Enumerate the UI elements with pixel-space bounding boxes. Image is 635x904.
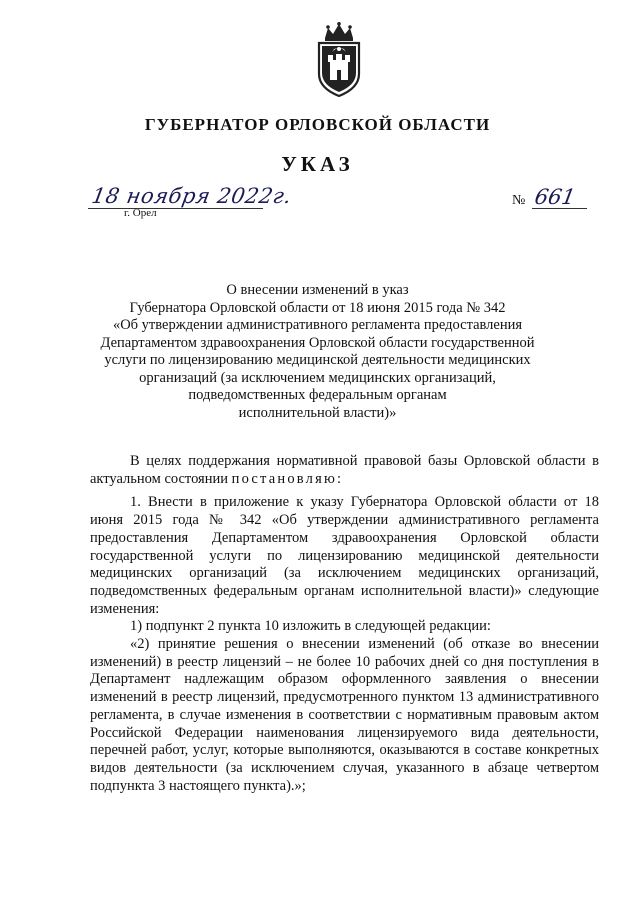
title-line: «Об утверждении административного регламента предоставления: [112, 317, 523, 333]
preamble-end: :: [336, 470, 342, 487]
decree-title: [60, 282, 575, 422]
date-underline: [88, 208, 263, 209]
item-1-paragraph: 1. Внести в приложение к указу Губернатора Орловской области от 18 июня 2015 года № 342 «Об утверждении административного регламента предоставления Департаментом здравоохранения Орловской области государственной услуги по лицензированию медицинской деятельности медицинских организаций (за исключением медицинских организаций, подведомственных федеральным органам исполнительной власти)» следующие изменения:: [90, 494, 599, 617]
preamble-text: В целях поддержания нормативной правовой базы Орловской области в актуальном состоянии: [90, 453, 599, 487]
title-line: О внесении изменений в указ: [226, 282, 409, 298]
title-line: исполнительной власти)»: [238, 404, 397, 421]
title-line: услуги по лицензированию медицинской деятельности медицинских: [104, 352, 531, 368]
preamble-paragraph: [90, 453, 599, 488]
title-line: подведомственных федеральным органам: [188, 387, 447, 403]
subitem-1-paragraph: 1) подпункт 2 пункта 10 изложить в следующей редакции:: [130, 618, 491, 635]
number-sign: №: [512, 193, 526, 208]
title-line: Департаментом здравоохранения Орловской области государственной: [100, 334, 535, 351]
orel-region-coat-of-arms-icon: [316, 22, 362, 98]
title-line: Губернатора Орловской области от 18 июня 2015 года № 342: [129, 299, 506, 316]
decree-word: постановляю: [231, 470, 337, 487]
handwritten-date: 18 ноября 2022г.: [89, 184, 294, 208]
authority-title: ГУБЕРНАТОР ОРЛОВСКОЙ ОБЛАСТИ: [144, 115, 491, 134]
issue-city: г. Орел: [124, 207, 157, 219]
number-underline: [532, 208, 587, 209]
quoted-amendment-paragraph: «2) принятие решения о внесении изменений (об отказе во внесении изменений) в реестр лицензий – не более 10 рабочих дней со дня поступления в Департамент надлежащим образом оформленного заявления о внесении изменений в реестр лицензий, предусмотренного пунктом 13 административного регламента, в случае изменения в соответствии с нормативным правовым актом Российской Федерации наименования лицензируемого вида деятельности, перечней работ, услуг, которые выполняются, оказываются в составе конкретных видов деятельности (за исключением случая, указанного в абзаце четвертом подпункта 3 настоящего пункта).»;: [90, 636, 599, 794]
handwritten-number: 661: [532, 185, 578, 209]
title-line: организаций (за исключением медицинских организаций,: [139, 369, 496, 386]
decree-body: [90, 453, 599, 795]
document-type-title: УКАЗ: [281, 152, 354, 176]
